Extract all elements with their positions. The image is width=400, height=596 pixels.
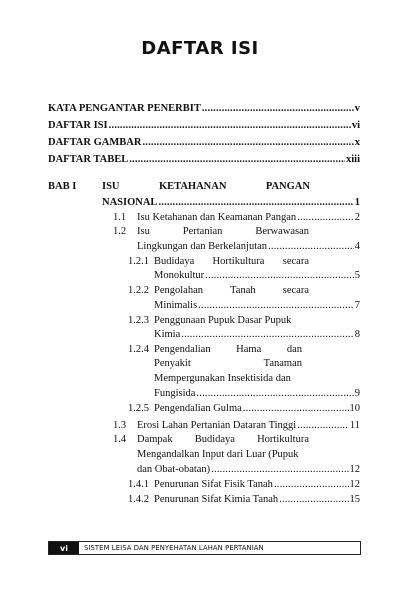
section-number: 1.4.1 [128, 479, 149, 490]
section-number: 1.2.1 [128, 256, 149, 267]
toc-entry-1-2-2[interactable]: Minimalis ..... 7 [154, 300, 360, 311]
toc-entry-1-1[interactable]: Isu Ketahanan dan Keamanan Pangan ..... 2 [137, 212, 360, 223]
section-number: 1.4.2 [128, 494, 149, 505]
section-number: 1.2 [113, 226, 127, 237]
toc-entry-1-4-line1: Dampak Budidaya Hortikultura [137, 434, 309, 445]
toc-entry-1-2[interactable]: Lingkungan dan Berkelanjutan ..... 4 [137, 241, 360, 252]
toc-entry-chapter[interactable]: NASIONAL ..... 1 [102, 197, 360, 208]
toc-entry-1-2-4-line3: Mempergunakan Insektisida dan [154, 373, 291, 384]
section-number: 1.4 [113, 434, 127, 445]
toc-entry-1-2-line1: Isu Pertanian Berwawasan [137, 226, 309, 237]
section-number: 1.2.3 [128, 315, 149, 326]
toc-entry-1-4-1[interactable]: Penurunan Sifat Fisik Tanah ..... 12 [154, 479, 360, 490]
page-title: DAFTAR ISI [141, 38, 259, 59]
toc-entry-daftar-gambar[interactable]: DAFTAR GAMBAR ..... x [48, 137, 360, 148]
section-number: 1.1 [113, 212, 127, 223]
section-number: 1.2.5 [128, 403, 149, 414]
toc-entry-1-2-5[interactable]: Pengendalian Gulma ..... 10 [154, 403, 360, 414]
page-footer [48, 541, 361, 555]
toc-entry-1-2-2-line1: Pengolahan Tanah secara [154, 285, 309, 296]
toc-entry-1-2-4-line1: Pengendalian Hama dan [154, 344, 302, 355]
toc-entry-1-2-1-line1: Budidaya Hortikultura secara [154, 256, 309, 267]
toc-entry-1-2-3[interactable]: Kimia ..... 8 [154, 329, 360, 340]
footer-book-title: SISTEM LEISA DAN PENYEHATAN LAHAN PERTANIAN [84, 544, 264, 552]
toc-entry-1-2-4-line2: Penyakit Tanaman [154, 358, 302, 369]
section-number: 1.2.4 [128, 344, 149, 355]
toc-entry-1-4-line2: Mengandalkan Input dari Luar (Pupuk [137, 449, 299, 460]
footer-page-number: vi [49, 542, 79, 554]
toc-entry-kata-pengantar[interactable]: KATA PENGANTAR PENERBIT ..... v [48, 103, 360, 114]
toc-entry-1-2-3-line1: Penggunaan Pupuk Dasar Pupuk [154, 315, 292, 326]
toc-entry-daftar-isi[interactable]: DAFTAR ISI ..... vi [48, 120, 360, 131]
section-number: 1.3 [113, 420, 127, 431]
toc-entry-1-2-4[interactable]: Fungisida ..... 9 [154, 388, 360, 399]
toc-entry-1-3[interactable]: Erosi Lahan Pertanian Dataran Tinggi ..... 11 [137, 420, 360, 431]
toc-entry-1-4-2[interactable]: Penurunan Sifat Kimia Tanah ..... 15 [154, 494, 360, 505]
toc-entry-daftar-tabel[interactable]: DAFTAR TABEL ..... xiii [48, 154, 360, 165]
chapter-label: BAB I [48, 181, 77, 192]
toc-entry-1-4[interactable]: dan Obat-obatan) ..... 12 [137, 464, 360, 475]
section-number: 1.2.2 [128, 285, 149, 296]
chapter-title-line1: ISU KETAHANAN PANGAN [102, 181, 310, 192]
toc-entry-1-2-1[interactable]: Monokultur ..... 5 [154, 270, 360, 281]
